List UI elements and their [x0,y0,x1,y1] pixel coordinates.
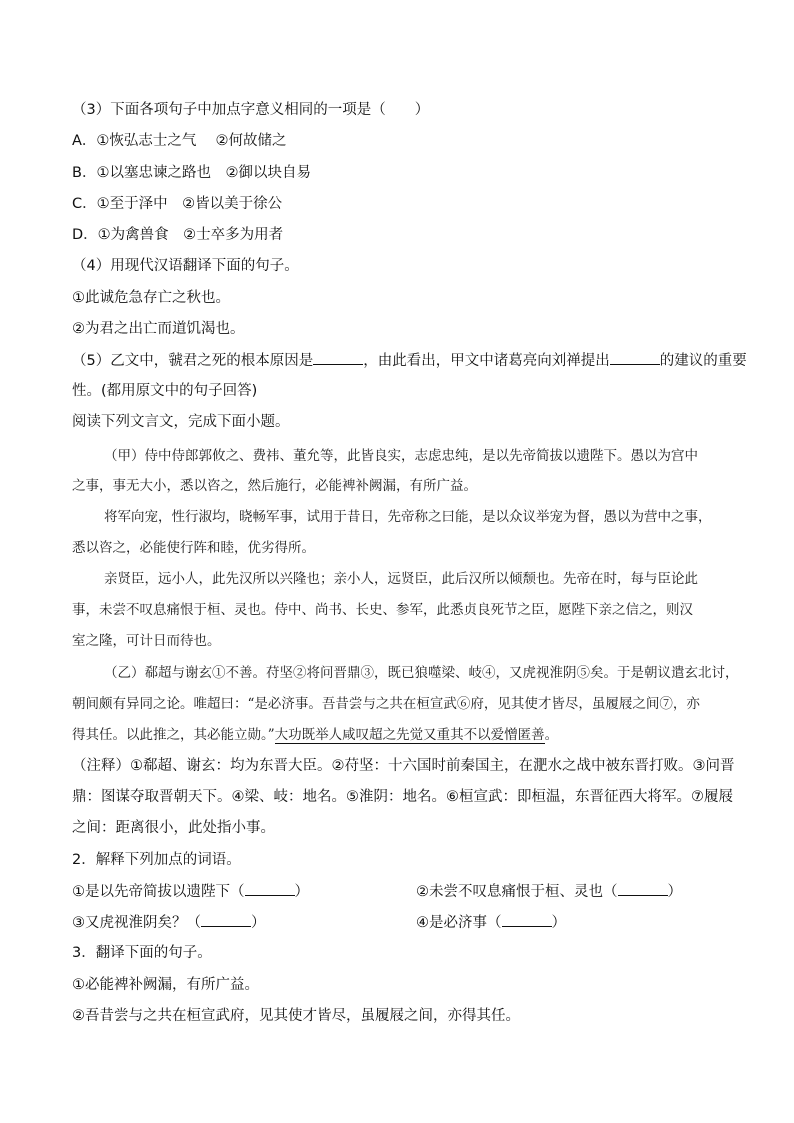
q2-blank-1[interactable] [245,881,295,896]
q2-item-2-wrap [416,881,682,902]
q2-item-2: ②未尝不叹息痛恨于桓、灵也（ [416,884,618,900]
q3b-sentence-2: ②吾昔尝与之共在桓宣武府，见其使才皆尽，虽履屐之间，亦得其任。 [72,1008,520,1024]
q3b-stem: 3．翻译下面的句子。 [72,945,212,961]
passage-jia-p3-line2: 事，未尝不叹息痛恨于桓、灵也。侍中、尚书、长史、参军，此悉贞良死节之臣，愿陛下亲之信之，则汉 [72,602,693,618]
q2-close-3: ） [251,915,266,931]
q2-item-4-wrap [416,912,566,933]
q3b-sentence-1: ①必能裨补阙漏，有所广益。 [72,977,259,993]
q2-item-3: ③又虎视淮阴矣？（ [72,915,201,931]
q2-stem: 2．解释下列加点的词语。 [72,852,241,868]
q2-item-4: ④是必济事（ [416,915,502,931]
passage-jia-p1-line2: 之事，事无大小，悉以咨之，然后施行，必能裨补阙漏，有所广益。 [72,478,477,494]
passage-jia-p3-line3: 室之隆，可计日而待也。 [72,633,221,649]
passage-yi-line2: 朝间颇有异同之论。唯超曰：“是必济事。吾昔尝与之共在桓宣武⑥府，见其使才皆尽，虽履屐之间⑦，亦 [72,696,700,712]
q5-part-3: 的建议的重要 [659,353,747,369]
q5-part-2: ，由此看出，甲文中诸葛亮向刘禅提出 [363,353,610,369]
q2-row-2 [72,912,566,933]
q4-sentence-2: ②为君之出亡而道饥渴也。 [72,321,245,337]
q2-blank-4[interactable] [502,912,552,927]
q2-row-1 [72,881,682,902]
q2-item-1: ①是以先帝简拔以遗陛下（ [72,884,245,900]
q5-line-2: 性。(都用原文中的句子回答) [72,383,258,399]
passage-yi-line1: （乙）郗超与谢玄①不善。苻坚②将问晋鼎③，既已狼噬梁、岐④，又虎视淮阴⑤矣。于是朝议遣玄北讨， [104,665,739,681]
q3-option-a: A．①恢弘志士之气 ②何故储之 [72,133,287,149]
notes-line1: （注释）①郗超、谢玄：均为东晋大臣。②苻坚：十六国时前秦国主，在淝水之战中被东晋打败。③问晋 [72,758,735,774]
passage-jia-p2-line1: 将军向宠，性行淑均，晓畅军事，试用于昔日，先帝称之曰能，是以众议举宠为督，愚以为营中之事， [104,509,712,525]
q3-option-b: B．①以塞忠谏之路也 ②御以块自易 [72,165,311,181]
q5-line-1 [72,350,747,371]
passage-yi-underlined-sentence: 大功既举人咸叹超之先觉又重其不以爱憎匿善 [274,727,545,743]
q4-stem: （4）用现代汉语翻译下面的句子。 [72,258,299,274]
q5-blank-2[interactable] [610,350,660,365]
q3-option-d: D．①为禽兽食 ②士卒多为用者 [72,227,284,243]
q2-blank-2[interactable] [618,881,668,896]
reading-intro: 阅读下列文言文，完成下面小题。 [72,414,290,430]
q2-close-1: ） [294,884,309,900]
q5-blank-1[interactable] [313,350,363,365]
notes-line3: 之间：距离很小，此处指小事。 [72,820,275,836]
q3-stem: （3）下面各项句子中加点字意义相同的一项是（ ） [72,102,430,118]
passage-jia-p1-line1: （甲）侍中侍郎郭攸之、费祎、董允等，此皆良实，志虑忠纯，是以先帝简拔以遗陛下。愚以为宫中 [104,448,698,464]
q4-sentence-1: ①此诚危急存亡之秋也。 [72,290,230,306]
notes-line2: 鼎：图谋夺取晋朝天下。④梁、岐：地名。⑤淮阴：地名。⑥桓宣武：即桓温，东晋征西大将军。⑦履屐 [72,789,733,805]
q2-blank-3[interactable] [201,912,251,927]
q3-option-c: C．①至于泽中 ②皆以美于徐公 [72,196,283,212]
passage-yi-line3 [72,725,558,745]
q5-part-1: （5）乙文中，虢君之死的根本原因是 [72,353,314,369]
passage-jia-p2-line2: 悉以咨之，必能使行阵和睦，优劣得所。 [72,540,315,556]
passage-jia-p3-line1: 亲贤臣，远小人，此先汉所以兴隆也；亲小人，远贤臣，此后汉所以倾颓也。先帝在时，每与臣论此 [104,571,698,587]
q2-close-2: ） [667,884,682,900]
passage-yi-line3-c: 。 [544,727,559,743]
q2-close-4: ） [551,915,566,931]
passage-yi-line3-a: 得其任。以此推之，其必能立勋。” [72,727,275,743]
